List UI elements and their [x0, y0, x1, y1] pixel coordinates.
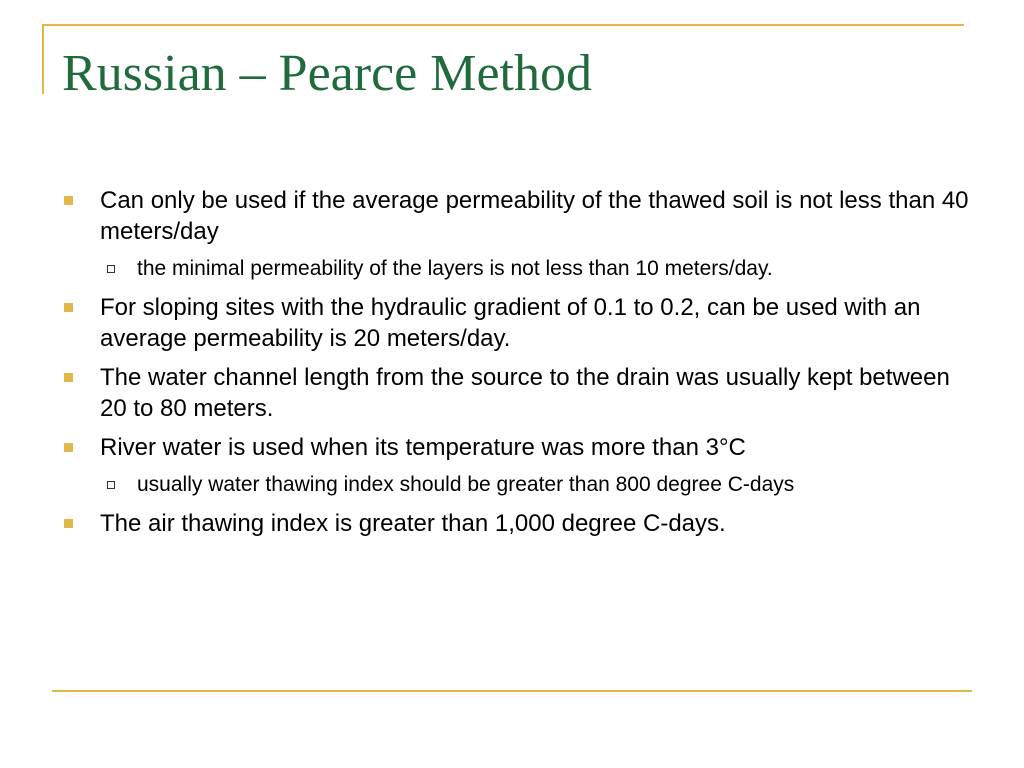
square-bullet-icon: [64, 303, 73, 312]
bullet-item: [62, 432, 972, 463]
top-border-line: [42, 24, 964, 26]
bullet-text: The air thawing index is greater than 1,000 degree C-days.: [100, 510, 726, 537]
bullet-item: [62, 508, 972, 539]
bullet-item: [62, 362, 972, 424]
hollow-square-bullet-icon: [107, 265, 115, 273]
square-bullet-icon: [64, 443, 73, 452]
bullet-list: [62, 185, 972, 547]
sub-bullet-item: [62, 471, 972, 499]
sub-bullet-text: usually water thawing index should be greater than 800 degree C-days: [137, 473, 795, 496]
bullet-text: Can only be used if the average permeability of the thawed soil is not less than 40 meters/day: [100, 187, 969, 245]
bullet-item: [62, 292, 972, 354]
bottom-border-line: [52, 690, 972, 692]
sub-bullet-item: [62, 255, 972, 283]
bullet-text: The water channel length from the source to the drain was usually kept between 20 to 80 meters.: [100, 364, 950, 422]
bullet-text: River water is used when its temperature was more than 3°C: [100, 434, 746, 461]
square-bullet-icon: [64, 373, 73, 382]
left-border-line: [42, 24, 44, 94]
square-bullet-icon: [64, 196, 73, 205]
square-bullet-icon: [64, 519, 73, 528]
bullet-item: [62, 185, 972, 247]
sub-bullet-text: the minimal permeability of the layers is not less than 10 meters/day.: [137, 257, 773, 280]
slide-title: Russian – Pearce Method: [62, 45, 593, 102]
hollow-square-bullet-icon: [107, 481, 115, 489]
bullet-text: For sloping sites with the hydraulic gradient of 0.1 to 0.2, can be used with an average permeability is 20 meters/day.: [100, 294, 921, 352]
